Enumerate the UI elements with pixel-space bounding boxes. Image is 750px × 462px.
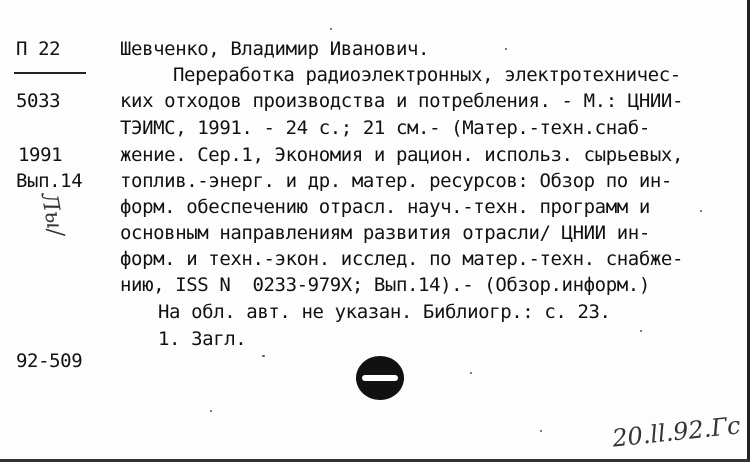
scan-speck: [262, 355, 265, 357]
punch-hole: [356, 356, 404, 400]
scan-speck: [330, 28, 332, 30]
index-underline: [14, 72, 86, 74]
scan-speck: [540, 430, 542, 432]
body-line: Переработка радиоэлектронных, электротехничес-: [173, 64, 681, 86]
scan-speck: [505, 48, 507, 50]
classification-index: П 22: [16, 38, 61, 60]
handwritten-date: 20.ll.92.Гс: [610, 411, 742, 453]
note-line: 1. Загл.: [158, 328, 247, 350]
scan-speck: [210, 410, 212, 412]
body-line: форм. и техн.-экон. исслед. по матер.-техн. снабже-: [120, 248, 683, 270]
body-line: нию, ISS N 0233-979X; Вып.14).- (Обзор.информ.): [120, 274, 650, 296]
note-line: На обл. авт. не указан. Библиогр.: с. 23.: [158, 301, 611, 323]
issue-label: Вып.14: [16, 170, 83, 192]
body-line: форм. обеспечению отрасл. науч.-техн. программ и: [120, 196, 650, 218]
scan-speck: [700, 210, 702, 212]
body-line: жение. Сер.1, Экономия и рацион. использ. сырьевых,: [120, 144, 683, 166]
body-line: основным направлениям развития отрасли/ ЦНИИ ин-: [120, 222, 650, 244]
scan-speck: [640, 330, 642, 332]
accession-code: 92-509: [16, 350, 83, 372]
body-line: топлив.-энерг. и др. матер. ресурсов: Обзор по ин-: [120, 170, 672, 192]
body-line: ких отходов производства и потребления. - М.: ЦНИИ-: [120, 90, 683, 112]
author-heading: Шевченко, Владимир Иванович.: [120, 38, 430, 60]
card-number: 5033: [16, 90, 61, 112]
handwritten-mark: Лы/: [35, 190, 68, 239]
body-line: ТЭИМС, 1991. - 24 с.; 21 см.- (Матер.-техн.снаб-: [120, 117, 650, 139]
scan-speck: [470, 372, 472, 374]
year-label: 1991: [18, 144, 63, 166]
